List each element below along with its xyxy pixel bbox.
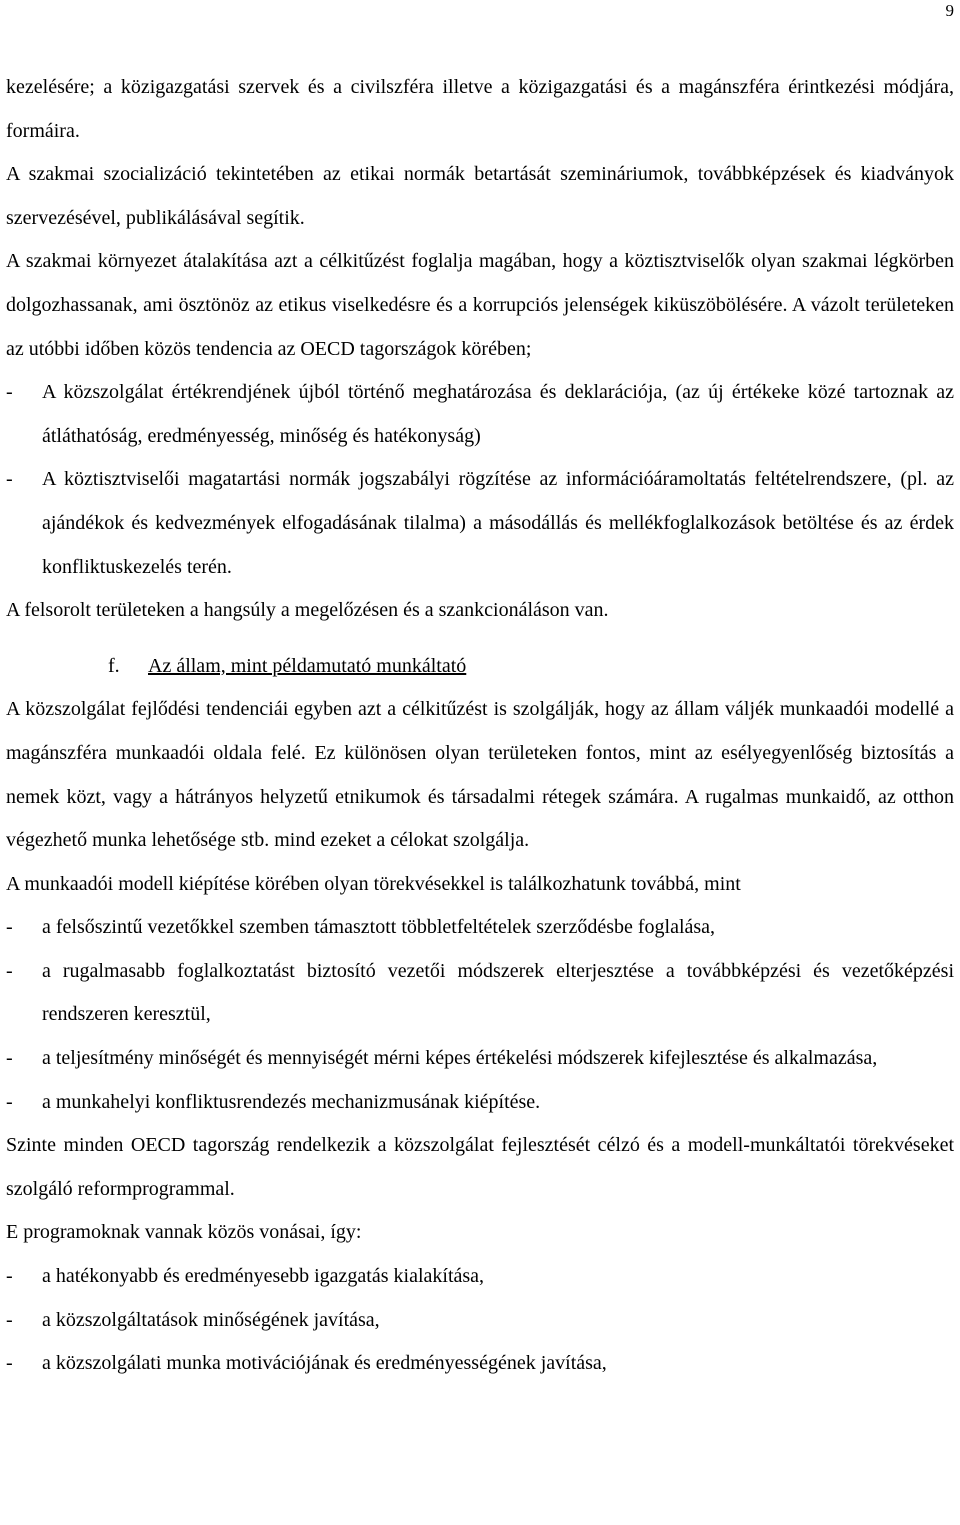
list-item xyxy=(6,458,954,589)
list-dash: - xyxy=(6,1047,13,1070)
list-dash: - xyxy=(6,1090,13,1113)
list-dash: - xyxy=(6,1352,13,1375)
paragraph: kezelésére; a közigazgatási szervek és a civilszféra illetve a közigazgatási és a magánszféra érintkezési módjára, formáira. xyxy=(6,76,954,142)
list-dash: - xyxy=(6,1265,13,1288)
document-body xyxy=(6,66,954,1386)
paragraph: Szinte minden OECD tagország rendelkezik a közszolgálat fejlesztését célzó és a modell-munkáltatói törekvéseket szolgáló reformprogrammal. xyxy=(6,1134,954,1200)
list-dash: - xyxy=(6,916,13,939)
list-item-text: A közszolgálat értékrendjének újból történő meghatározása és deklarációja, (az új értékeke közé tartoznak az átláthatóság, eredményesség, minőség és hatékonyság) xyxy=(42,381,954,447)
paragraph: E programoknak vannak közös vonásai, így: xyxy=(6,1221,362,1244)
list-item-text: a rugalmasabb foglalkoztatást biztosító vezetői módszerek elterjesztése a továbbképzési és vezetőképzési rendszeren keresztül, xyxy=(42,959,954,1026)
list-item-text: a hatékonyabb és eredményesebb igazgatás kialakítása, xyxy=(42,1265,485,1288)
list-item-text: a közszolgáltatások minőségének javítása, xyxy=(42,1308,380,1331)
paragraph: A közszolgálat fejlődési tendenciái egyben azt a célkitűzést is szolgálják, hogy az állam váljék munkaadói modellé a magánszféra munkaadói oldala felé. Ez különösen olyan területeken fontos, mint az esélyegyenlőség biztosítás a nemek közt, vagy a hátrányos helyzetű etnikumok és társadalmi rétegek számára. A rugalmas munkaidő, az otthon végezhető munka lehetősége stb. mind ezeket a célokat szolgálja. xyxy=(6,698,954,852)
list-item xyxy=(6,1037,954,1081)
list-item xyxy=(6,1081,954,1125)
paragraph: A felsorolt területeken a hangsúly a megelőzésen és a szankcionáláson van. xyxy=(6,599,609,622)
section-title: Az állam, mint példamutató munkáltató xyxy=(148,654,467,677)
list-dash: - xyxy=(6,468,13,491)
list-item xyxy=(6,906,954,950)
list-item xyxy=(6,1255,954,1299)
section-marker: f. xyxy=(108,654,120,677)
list-item-text: a teljesítmény minőségét és mennyiségét mérni képes értékelési módszerek kifejlesztése és alkalmazása, xyxy=(42,1047,878,1070)
list-item xyxy=(6,1342,954,1386)
list-item-text: A köztisztviselői magatartási normák jogszabályi rögzítése az információáramoltatás feltételrendszere, (pl. az ajándékok és kedvezmények elfogadásának tilalma) a másodállás és mellékfoglalkozások betöltése és az érdek konfliktuskezelés terén. xyxy=(42,468,954,578)
list-dash: - xyxy=(6,381,13,404)
section-heading xyxy=(6,645,954,689)
list-item-text: a közszolgálati munka motivációjának és eredményességének javítása, xyxy=(42,1352,607,1375)
list-item-text: a munkahelyi konfliktusrendezés mechanizmusának kiépítése. xyxy=(42,1090,541,1113)
list-item-text: a felsőszintű vezetőkkel szemben támasztott többletfeltételek szerződésbe foglalása, xyxy=(42,916,716,939)
list-item xyxy=(6,371,954,458)
paragraph: A szakmai szocializáció tekintetében az etikai normák betartását szemináriumok, továbbképzések és kiadványok szervezésével, publikálásával segítik. xyxy=(6,163,954,229)
list-item xyxy=(6,1299,954,1343)
list-dash: - xyxy=(6,1308,13,1331)
list-item xyxy=(6,950,954,1037)
list-dash: - xyxy=(6,959,13,982)
paragraph: A munkaadói modell kiépítése körében olyan törekvésekkel is találkozhatunk továbbá, mint xyxy=(6,872,741,895)
page-number: 9 xyxy=(945,1,954,20)
paragraph: A szakmai környezet átalakítása azt a célkitűzést foglalja magában, hogy a köztisztviselők olyan szakmai légkörben dolgozhassanak, ami ösztönöz az etikus viselkedésre és a korrupciós jelenségek kiküszöbölésére. A vázolt területeken az utóbbi időben közös tendencia az OECD tagországok körében; xyxy=(6,250,954,360)
